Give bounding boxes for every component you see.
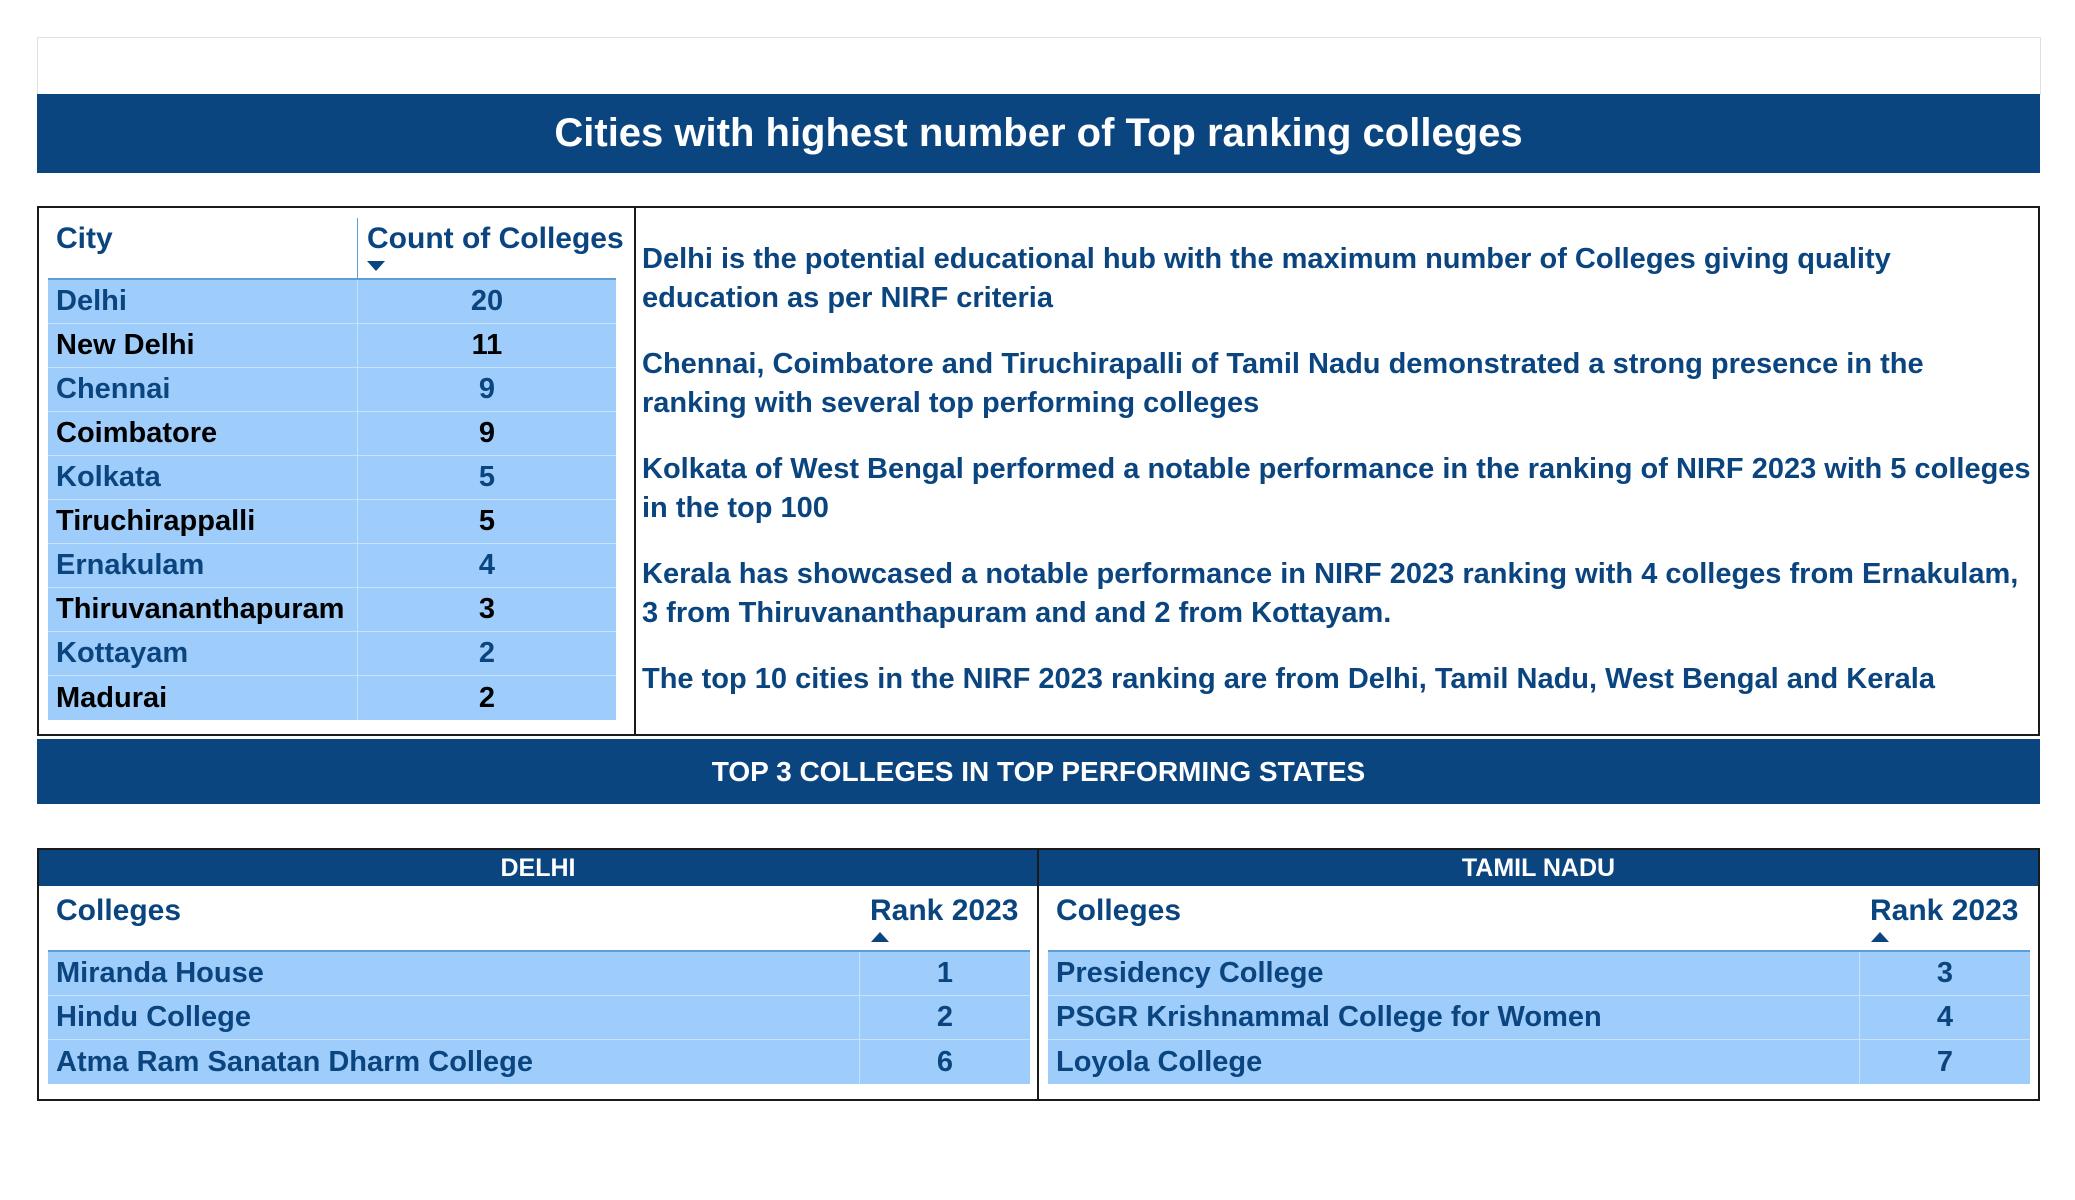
city-cell: New Delhi <box>48 324 358 367</box>
colleges-column-header[interactable]: Colleges <box>56 894 182 927</box>
rank-cell: 2 <box>936 1001 954 1033</box>
insight-kolkata: Kolkata of West Bengal performed a notable performance in the ranking of NIRF 2023 with 5 colleges in the top 100 <box>642 453 2031 524</box>
top-blank-area <box>37 37 2041 95</box>
delhi-panel <box>37 848 1039 1101</box>
insights-text <box>642 240 2032 726</box>
count-cell: 11 <box>471 329 503 361</box>
count-cell: 5 <box>478 505 496 537</box>
city-cell: Chennai <box>48 368 358 411</box>
insight-delhi: Delhi is the potential educational hub with the maximum number of Colleges giving quality education as per NIRF criteria <box>642 243 1891 314</box>
city-cell: Madurai <box>48 676 358 720</box>
column-divider <box>357 218 358 282</box>
rank-cell: 3 <box>1936 957 1954 989</box>
insight-summary: The top 10 cities in the NIRF 2023 ranking are from Delhi, Tamil Nadu, West Bengal and Kerala <box>642 663 1935 695</box>
count-cell: 9 <box>478 417 496 449</box>
table-row[interactable] <box>48 412 616 456</box>
count-cell: 2 <box>478 637 496 669</box>
college-cell: PSGR Krishnammal College for Women <box>1048 996 1860 1039</box>
city-cell: Thiruvananthapuram <box>48 588 358 631</box>
sort-descending-icon[interactable] <box>367 261 385 271</box>
table-row[interactable] <box>48 1040 1030 1084</box>
table-row[interactable] <box>48 324 616 368</box>
section-title: TOP 3 COLLEGES IN TOP PERFORMING STATES <box>37 739 2040 804</box>
table-row[interactable] <box>48 500 616 544</box>
table-row[interactable] <box>48 456 616 500</box>
table-row[interactable] <box>1048 1040 2030 1084</box>
count-column-header[interactable]: Count of Colleges <box>367 222 624 255</box>
sort-ascending-icon[interactable] <box>871 932 889 942</box>
state-header-tamil-nadu: TAMIL NADU <box>1039 850 2038 886</box>
city-cell: Kolkata <box>48 456 358 499</box>
city-cell: Coimbatore <box>48 412 358 455</box>
rank-cell: 6 <box>936 1045 954 1078</box>
city-column-header[interactable]: City <box>56 222 113 255</box>
table-row[interactable] <box>1048 952 2030 996</box>
count-cell: 9 <box>478 373 496 405</box>
table-row[interactable] <box>48 996 1030 1040</box>
insight-kerala: Kerala has showcased a notable performance in NIRF 2023 ranking with 4 colleges from Ernakulam, 3 from Thiruvananthapuram and and 2 from Kottayam. <box>642 558 2019 629</box>
college-cell: Presidency College <box>1048 952 1860 995</box>
rank-cell: 1 <box>936 957 954 989</box>
rank-column-header[interactable]: Rank 2023 <box>1870 894 2019 927</box>
count-cell: 3 <box>478 593 496 625</box>
count-cell: 5 <box>478 461 496 493</box>
table-row[interactable] <box>48 588 616 632</box>
college-cell: Miranda House <box>48 952 860 995</box>
rank-cell: 7 <box>1936 1045 1954 1078</box>
table-row[interactable] <box>48 632 616 676</box>
colleges-column-header[interactable]: Colleges <box>1056 894 1182 927</box>
city-table-panel <box>37 206 636 736</box>
college-cell: Hindu College <box>48 996 860 1039</box>
table-row[interactable] <box>48 676 616 720</box>
rank-cell: 4 <box>1936 1001 1954 1033</box>
table-row[interactable] <box>48 280 616 324</box>
college-cell: Loyola College <box>1048 1040 1860 1084</box>
count-cell: 20 <box>470 285 504 317</box>
count-cell: 4 <box>478 549 496 581</box>
delhi-table-body <box>48 950 1030 1084</box>
city-table-body <box>48 278 616 720</box>
tamil-nadu-panel <box>1037 848 2040 1101</box>
college-cell: Atma Ram Sanatan Dharm College <box>48 1040 860 1084</box>
table-row[interactable] <box>48 544 616 588</box>
insight-tamil-nadu: Chennai, Coimbatore and Tiruchirapalli of Tamil Nadu demonstrated a strong presence in the ranking with several top performing colleges <box>642 348 1924 419</box>
table-row[interactable] <box>48 368 616 412</box>
table-row[interactable] <box>1048 996 2030 1040</box>
tamil-nadu-table-body <box>1048 950 2030 1084</box>
city-cell: Delhi <box>48 280 358 323</box>
city-cell: Kottayam <box>48 632 358 675</box>
table-row[interactable] <box>48 952 1030 996</box>
count-cell: 2 <box>478 681 496 714</box>
rank-column-header[interactable]: Rank 2023 <box>870 894 1019 927</box>
state-header-delhi: DELHI <box>39 850 1037 886</box>
city-cell: Tiruchirappalli <box>48 500 358 543</box>
dashboard-title: Cities with highest number of Top ranking colleges <box>37 94 2040 173</box>
city-cell: Ernakulam <box>48 544 358 587</box>
sort-ascending-icon[interactable] <box>1871 932 1889 942</box>
